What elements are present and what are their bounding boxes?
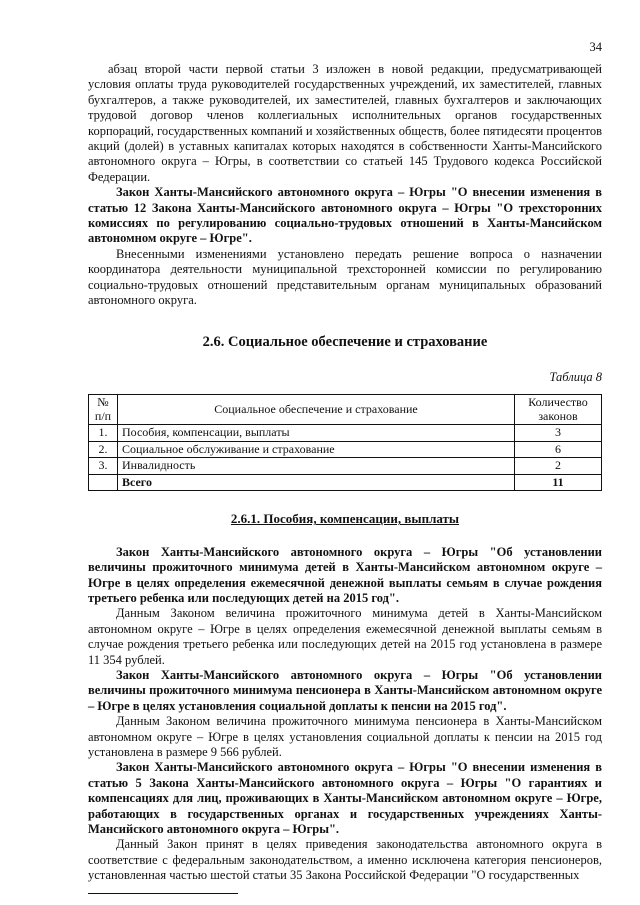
row-count: 2: [515, 458, 602, 475]
subsection-title: 2.6.1. Пособия, компенсации, выплаты: [230, 511, 460, 527]
row-name: Инвалидность: [118, 458, 515, 475]
row-name: Пособия, компенсации, выплаты: [118, 425, 515, 442]
paragraph-pensioner-minimum: Данным Законом величина прожиточного минимума пенсионера в Ханты-Мансийском автономном округе – Югре в целях установления социальной доплаты к пенсии на 2015 год установлена в размере 9 566 рублей.: [88, 714, 602, 759]
law-title-pensioner-minimum: Закон Ханты-Мансийского автономного округа – Югры "Об установлении величины прожиточного минимума пенсионера в Ханты-Мансийском автономном округе – Югре в целях установления социальной доплаты к пенсии на 2015 год".: [88, 667, 602, 713]
table-header-row: [89, 395, 602, 425]
total-count: 11: [515, 474, 602, 491]
footnote-separator: [88, 893, 238, 894]
row-num: 1.: [89, 425, 118, 442]
header-num: № п/п: [89, 395, 118, 425]
section-title: 2.6. Социальное обеспечение и страхование: [202, 333, 488, 350]
document-body: [88, 62, 602, 884]
paragraph-guarantees: Данный Закон принят в целях приведения законодательства автономного округа в соответствие с федеральным законодательством, а именно исключена категория пенсионеров, установленная частью шестой статьи 35 Закона Российской Федерации "О государственных: [88, 837, 602, 883]
table-row: [89, 425, 602, 442]
total-num-empty: [89, 474, 118, 491]
paragraph-tripartite: Внесенными изменениями установлено передать решение вопроса о назначении координатора деятельности муниципальной трехсторонней комиссии по регулированию социально-трудовых отношений представительным органам муниципальных образований автономного округа.: [88, 246, 602, 308]
table-caption: Таблица 8: [549, 369, 602, 384]
row-count: 6: [515, 441, 602, 458]
table-row: [89, 441, 602, 458]
law-title-guarantees: Закон Ханты-Мансийского автономного округа – Югры "О внесении изменения в статью 5 Закона Ханты-Мансийского автономного округа – Югры "О гарантиях и компенсациях для лиц, проживающих в Ханты-Мансийском автономном округе – Югре, работающих в государственных органах и государственных учреждениях Ханты-Мансийского автономного округа – Югры".: [88, 760, 602, 837]
row-num: 2.: [89, 441, 118, 458]
total-label: Всего: [118, 474, 515, 491]
laws-table: [88, 394, 602, 491]
law-title-children-minimum: Закон Ханты-Мансийского автономного округа – Югры "Об установлении величины прожиточного минимума детей в Ханты-Мансийском автономном округе – Югре в целях определения ежемесячной денежной выплаты семьям в случае рождения третьего ребенка или последующих детей на 2015 год".: [88, 544, 602, 605]
paragraph-children-minimum: Данным Законом величина прожиточного минимума детей в Ханты-Мансийском автономном округе – Югре в целях определения ежемесячной денежной выплаты семьям в случае рождения третьего ребенка или последующих детей на 2015 год установлена в размере 11 354 рублей.: [88, 606, 602, 667]
page-number: 34: [589, 40, 602, 54]
table-row: [89, 458, 602, 475]
row-num: 3.: [89, 458, 118, 475]
header-count: Количество законов: [515, 395, 602, 425]
header-name: Социальное обеспечение и страхование: [118, 395, 515, 425]
table-total-row: [89, 474, 602, 491]
row-name: Социальное обслуживание и страхование: [118, 441, 515, 458]
paragraph-intro: абзац второй части первой статьи 3 изложен в новой редакции, предусматривающей условия оплаты труда руководителей государственных учреждений, их заместителей, главных бухгалтеров, а также руководителей, их заместителей, главных бухгалтеров и заключающих трудовой договор членов коллегиальных исполнительных органов государственных корпораций, государственных компаний и хозяйственных обществ, более пятидесяти процентов акций (долей) в уставных капиталах которых находятся в собственности Ханты-Мансийского автономного округа – Югры, в соответствии со статьей 145 Трудового кодекса Российской Федерации.: [88, 62, 602, 184]
row-count: 3: [515, 425, 602, 442]
law-title-tripartite: Закон Ханты-Мансийского автономного округа – Югры "О внесении изменения в статью 12 Закона Ханты-Мансийского автономного округа – Югры "О трехсторонних комиссиях по регулированию социально-трудовых отношений в Ханты-Мансийском автономном округе – Югре".: [88, 185, 602, 246]
